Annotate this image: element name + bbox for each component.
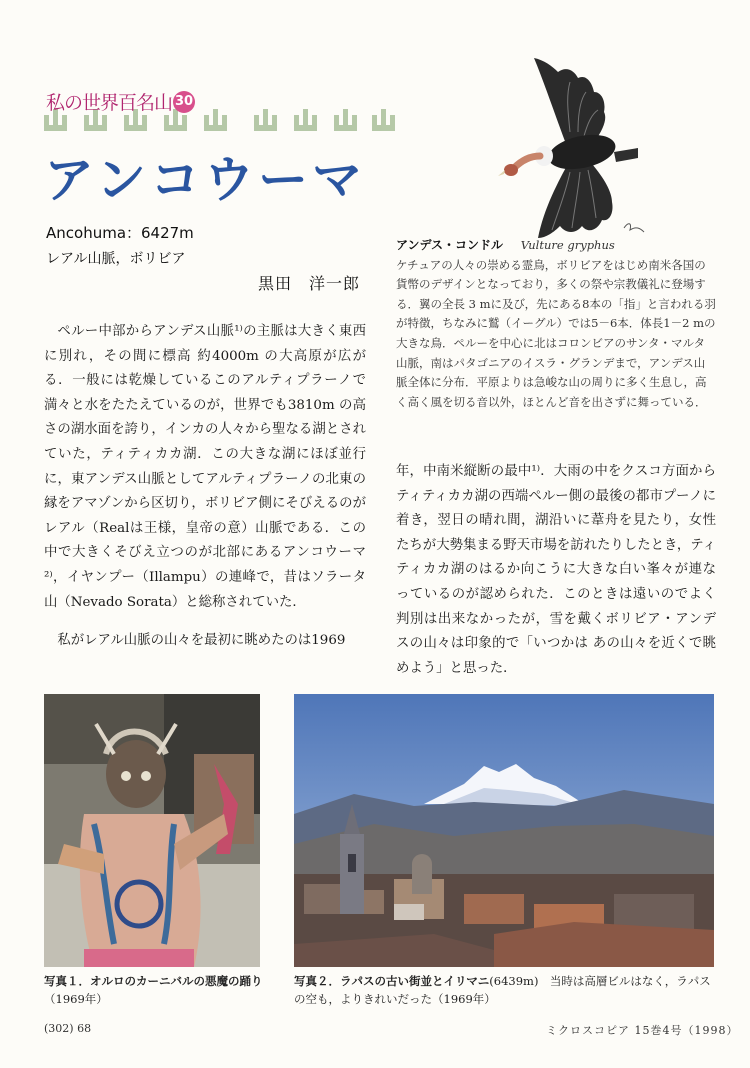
journal-citation: ミクロスコピア 15巻4号（1998）	[546, 1024, 739, 1037]
body-paragraph-2: 私がレアル山脈の山々を最初に眺めたのは1969	[57, 633, 346, 649]
mountain-range-location: レアル山脈，ボリビア	[46, 251, 186, 267]
body-right-column	[396, 460, 716, 681]
photo-la-paz-illimani	[294, 694, 714, 967]
condor-caption	[396, 236, 716, 412]
author-name: 黒田 洋一郎	[258, 274, 361, 293]
condor-caption-latin: Vulture gryphus	[520, 238, 615, 252]
condor-caption-text: ケチュアの人々の崇める霊鳥，ボリビアをはじめ南米各国の貨幣のデザインとなっており，多くの祭や宗教儀礼に登場する．翼の全長 3 mに及び，先にある8本の「指」と言われる羽が特徴，ちなみに鷲（イーグル）では5－6本．体長1－2 mの大きな鳥．ペルーを中心に北はコロンビアのサンタ・マルタ山脈，南はパタゴニアのイスラ・グランデまで，アンデス山脈全体に分布．平原よりは急峻な山の周りに多く生息し，高く高く風を切る音以外，ほとんど音を出さずに舞っている．	[396, 257, 716, 409]
article-title: アンコウーマ	[44, 150, 366, 209]
photo1-caption-rest: （1969年）	[44, 992, 108, 1006]
photo2-caption	[294, 972, 716, 1008]
peak-name-elevation: Ancohuma：6427m	[46, 224, 194, 242]
series-title-text: 私の世界百名山	[46, 92, 173, 114]
photo2-caption-rest: (6439m) 当時は高層ビルはなく，ラパスの空も，よりきれいだった（1969年）	[294, 974, 711, 1006]
photo2-caption-bold: 写真２．ラパスの古い街並とイリマニ	[294, 974, 490, 988]
condor-illustration	[474, 52, 658, 244]
condor-caption-title: アンデス・コンドル	[396, 238, 504, 252]
photo-carnival-dancer	[44, 694, 260, 967]
series-number-badge: 30	[173, 91, 195, 113]
body-left-column	[44, 320, 366, 668]
page-number: (302) 68	[44, 1022, 92, 1035]
photo1-caption-bold: 写真１．オルロのカーニバルの悪魔の踊り	[44, 974, 263, 988]
body-paragraph-1: ペルー中部からアンデス山脈¹⁾の主脈は大きく東西に別れ，その間に標高 約4000m の大高原が広がる．一般には乾燥しているこのアルティプラーノで満々と水をたたえているのが，世界でも3810m の高さの湖水面を誇り，インカの人々から聖なる湖とされていた，ティティカカ湖．この大きな湖にほぼ並行に，東アンデス山脈としてアルティプラーノの北東の縁をアマゾンから区切り，ボリビア側にそびえるのがレアル（Realは王様，皇帝の意）山脈である．この中で大きくそびえ立つのが北部にあるアンコウーマ²⁾，イヤンプー（Illampu）の連峰で，昔はソラータ山（Nevado Sorata）と総称されていた．	[44, 324, 366, 610]
series-title	[46, 88, 195, 115]
body-paragraph-3: 年，中南米縦断の最中¹⁾．大雨の中をクスコ方面からティティカカ湖の西端ペルー側の最後の都市プーノに着き，翌日の晴れ間，湖沿いに葦舟を見たり，女性たちが大勢集まる野天市場を訪れたりしたとき，ティティカカ湖のはるか向こうに大きな白い峯々が連なっているのが認められた．このときは遠いのでよく判別は出来なかったが，雪を戴くボリビア・アンデスの山々は印象的で「いつかは あの山々を近くで眺めよう」と思った．	[396, 464, 716, 676]
photo1-caption	[44, 972, 264, 1008]
